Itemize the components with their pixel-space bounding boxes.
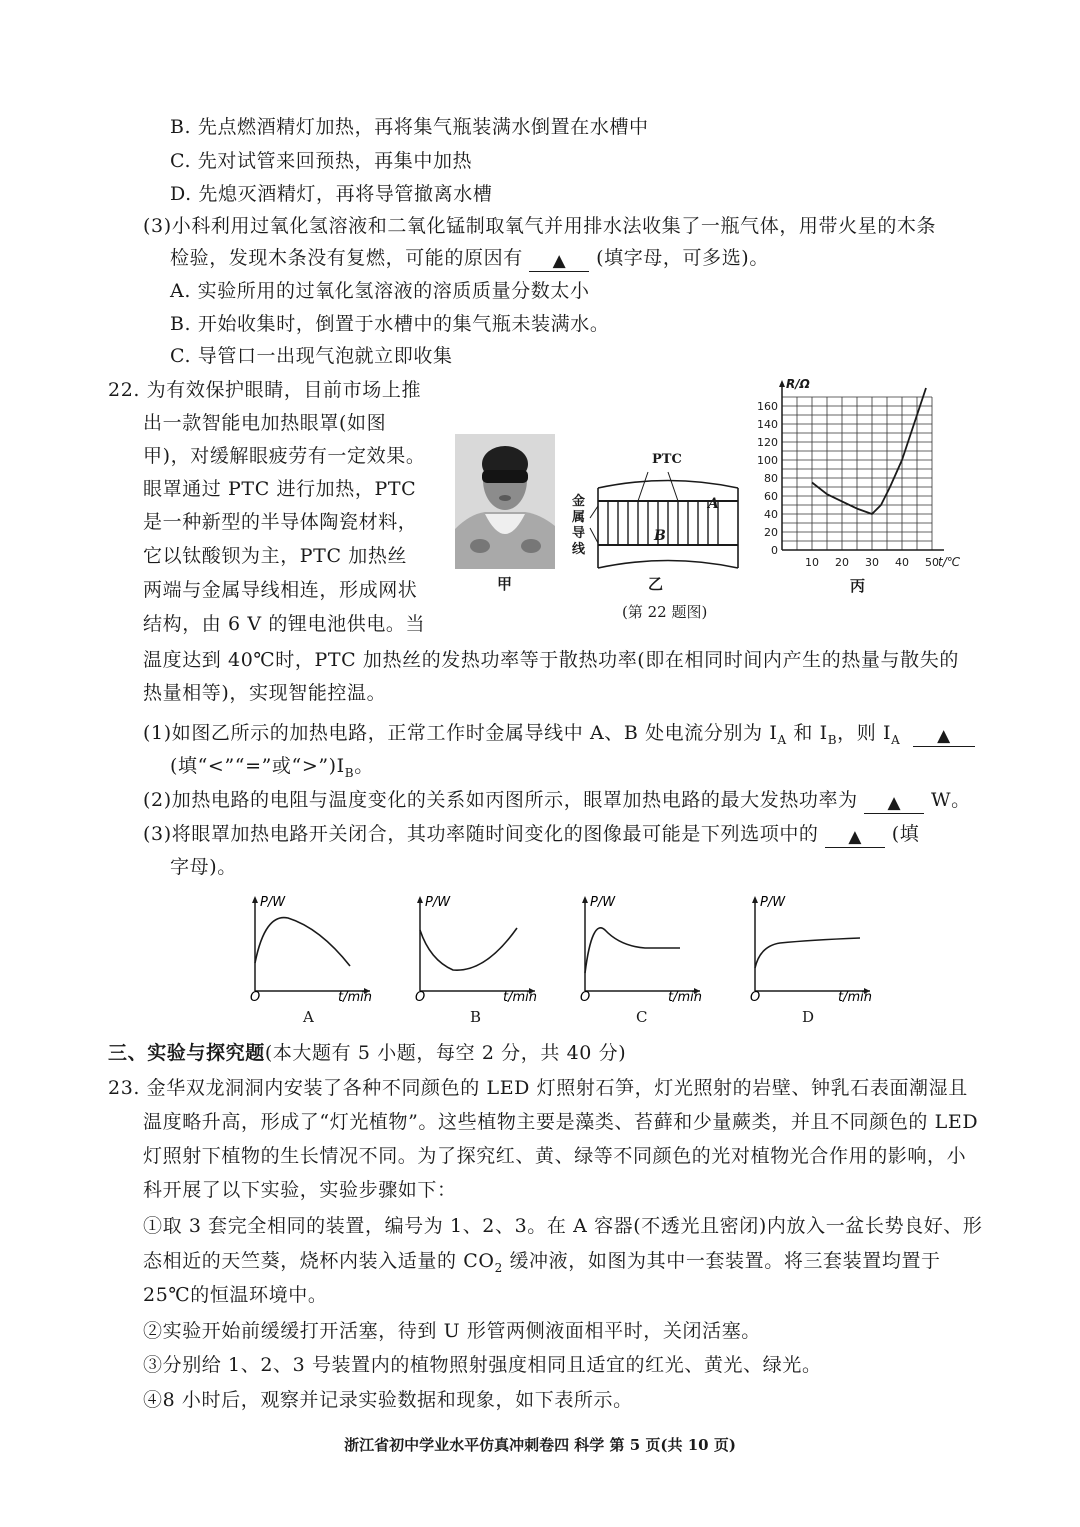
y-tick-label: 120 bbox=[757, 436, 778, 449]
option-graph-b bbox=[405, 888, 545, 1006]
q22-line6: 它以钛酸钡为主，PTC 加热丝 bbox=[143, 545, 408, 567]
q23-line4: 科开展了以下实验，实验步骤如下： bbox=[143, 1179, 457, 1201]
q21-part3-text: 检验，发现木条没有复燃，可能的原因有 bbox=[170, 247, 523, 269]
figure-yi-metal-label-1: 金 bbox=[572, 494, 586, 509]
y-tick-label: 80 bbox=[764, 472, 778, 485]
q22-line2: 出一款智能电加热眼罩(如图 bbox=[143, 412, 387, 434]
q22-line7: 两端与金属导线相连，形成网状 bbox=[143, 579, 418, 601]
figure-bing-label: 丙 bbox=[850, 577, 866, 595]
svg-text:O: O bbox=[750, 990, 761, 1005]
y-tick-label: 160 bbox=[757, 400, 778, 413]
x-axis-label: t/℃ bbox=[938, 555, 961, 569]
option-graph-a bbox=[240, 888, 380, 1006]
figure-yi-metal-label-4: 线 bbox=[572, 542, 586, 557]
svg-text:P/W: P/W bbox=[760, 895, 786, 910]
q23-line1: 23. 金华双龙洞洞内安装了各种不同颜色的 LED 灯照射石笋，灯光照射的岩壁、钟乳石表面潮湿且 bbox=[108, 1077, 968, 1099]
svg-text:t/min: t/min bbox=[838, 990, 872, 1005]
q22-line8: 结构，由 6 V 的锂电池供电。当 bbox=[143, 613, 426, 635]
q21-part3-option-a: A. 实验所用的过氧化氢溶液的溶质质量分数太小 bbox=[170, 280, 590, 302]
q22-part1-line2: (填“<”“=”或“$>”)I_B$。 bbox=[170, 755, 374, 780]
section-3-header bbox=[108, 1040, 626, 1066]
svg-text:t/min: t/min bbox=[668, 990, 702, 1005]
figure-yi-label: 乙 bbox=[648, 575, 664, 593]
svg-text:t/min: t/min bbox=[338, 990, 372, 1005]
section-3-title: 三、实验与探究题 bbox=[108, 1042, 265, 1064]
q22-line10: 热量相等)，实现智能控温。 bbox=[143, 682, 387, 704]
figure-yi-point-b: B bbox=[654, 528, 666, 544]
y-tick-label: 60 bbox=[764, 490, 778, 503]
svg-text:O: O bbox=[415, 990, 426, 1005]
y-tick-label: 0 bbox=[771, 544, 778, 557]
svg-text:P/W: P/W bbox=[425, 895, 451, 910]
q23-step3: ③分别给 1、2、3 号装置内的植物照射强度相同且适宜的红光、黄光、绿光。 bbox=[143, 1354, 822, 1376]
y-tick-label: 100 bbox=[757, 454, 778, 467]
svg-text:t/min: t/min bbox=[503, 990, 537, 1005]
figure-yi-point-a: A bbox=[708, 496, 719, 512]
q23-step2: ②实验开始前缓缓打开活塞，待到 U 形管两侧液面相平时，关闭活塞。 bbox=[143, 1320, 761, 1342]
option-graph-d bbox=[740, 888, 880, 1006]
q23-line2: 温度略升高，形成了“灯光植物”。这些植物主要是藻类、苔藓和少量蕨类，并且不同颜色的 LED bbox=[143, 1111, 979, 1133]
answer-blank-1[interactable]: ▲ bbox=[913, 726, 975, 747]
answer-blank[interactable]: ▲ bbox=[529, 251, 589, 272]
q21-option-d: D. 先熄灭酒精灯，再将导管撤离水槽 bbox=[170, 183, 493, 205]
x-tick-label: 40 bbox=[895, 556, 909, 569]
q22-part1-line1: (1)如图乙所示的加热电路，正常工作时金属导线中 A、B 处电流分别为 $I_A$ 和 $I_B$，则 $I_A$ ▲ bbox=[143, 720, 975, 753]
q22-line3: 甲)，对缓解眼疲劳有一定效果。 bbox=[143, 445, 426, 467]
option-label-d: D bbox=[802, 1008, 815, 1026]
q23-step1-line2: 态相近的天竺葵，烧杯内装入适量的 $CO_2$ 缓冲液，如图为其中一套装置。将三套装置均置于 bbox=[143, 1250, 941, 1275]
y-axis-label: R/Ω bbox=[786, 377, 810, 391]
q22-part3-line2: 字母)。 bbox=[170, 856, 237, 878]
q22-line5: 是一种新型的半导体陶瓷材料， bbox=[143, 511, 418, 533]
answer-blank-2[interactable]: ▲ bbox=[864, 793, 924, 814]
q21-part3-line2 bbox=[170, 245, 769, 272]
svg-text:O: O bbox=[250, 990, 261, 1005]
svg-text:O: O bbox=[580, 990, 591, 1005]
q22-part3-line1: (3)将眼罩加热电路开关闭合，其功率随时间变化的图像最可能是下列选项中的 ▲ (填 bbox=[143, 823, 920, 847]
y-tick-label: 20 bbox=[764, 526, 778, 539]
section-3-note: (本大题有 5 小题，每空 2 分，共 40 分) bbox=[264, 1042, 627, 1064]
svg-text:P/W: P/W bbox=[260, 895, 286, 910]
option-label-c: C bbox=[636, 1008, 648, 1026]
y-tick-label: 140 bbox=[757, 418, 778, 431]
q23-step1-line3: 25℃的恒温环境中。 bbox=[143, 1284, 328, 1306]
figure-bing-chart bbox=[740, 376, 970, 574]
q21-part3-option-b: B. 开始收集时，倒置于水槽中的集气瓶未装满水。 bbox=[170, 313, 610, 335]
page-footer: 浙江省初中学业水平仿真冲刺卷四 科学 第 5 页(共 10 页) bbox=[344, 1436, 736, 1454]
figure-jia-label: 甲 bbox=[497, 575, 513, 593]
q21-part3-hint: (填字母，可多选)。 bbox=[596, 247, 769, 269]
figure-yi-metal-label-2: 属 bbox=[572, 510, 586, 525]
q21-option-b: B. 先点燃酒精灯加热，再将集气瓶装满水倒置在水槽中 bbox=[170, 116, 649, 138]
q23-line3: 灯照射下植物的生长情况不同。为了探究红、黄、绿等不同颜色的光对植物光合作用的影响，小 bbox=[143, 1145, 967, 1167]
q22-part2: (2)加热电路的电阻与温度变化的关系如丙图所示，眼罩加热电路的最大发热功率为 ▲ W。 bbox=[143, 789, 971, 813]
option-label-b: B bbox=[470, 1008, 482, 1026]
q22-line1: 22. 为有效保护眼睛，目前市场上推 bbox=[108, 379, 422, 401]
x-tick-label: 10 bbox=[805, 556, 819, 569]
figure-caption: (第 22 题图) bbox=[622, 603, 708, 621]
q23-step1-line1: ①取 3 套完全相同的装置，编号为 1、2、3。在 A 容器(不透光且密闭)内放入一盆长势良好、形 bbox=[143, 1215, 983, 1237]
svg-text:P/W: P/W bbox=[590, 895, 616, 910]
option-graph-c bbox=[570, 888, 710, 1006]
figure-yi-ptc-label: PTC bbox=[652, 452, 682, 467]
option-label-a: A bbox=[303, 1008, 314, 1026]
q22-line4: 眼罩通过 PTC 进行加热，PTC bbox=[143, 478, 417, 500]
y-tick-label: 40 bbox=[764, 508, 778, 521]
q21-part3-line1: (3)小科利用过氧化氢溶液和二氧化锰制取氧气并用排水法收集了一瓶气体，用带火星的木条 bbox=[143, 215, 937, 237]
y-axis-arrow bbox=[779, 380, 785, 387]
q21-option-c: C. 先对试管来回预热，再集中加热 bbox=[170, 150, 473, 172]
answer-blank-3[interactable]: ▲ bbox=[825, 827, 885, 848]
figure-yi-metal-label-3: 导 bbox=[572, 526, 586, 541]
x-tick-label: 50 bbox=[925, 556, 939, 569]
q23-step4: ④8 小时后，观察并记录实验数据和现象，如下表所示。 bbox=[143, 1389, 633, 1411]
q21-part3-option-c: C. 导管口一出现气泡就立即收集 bbox=[170, 345, 453, 367]
x-tick-label: 30 bbox=[865, 556, 879, 569]
x-tick-label: 20 bbox=[835, 556, 849, 569]
q22-line9: 温度达到 40℃时，PTC 加热丝的发热功率等于散热功率(即在相同时间内产生的热量与散失的 bbox=[143, 649, 959, 671]
figure-jia-photo bbox=[455, 434, 555, 569]
